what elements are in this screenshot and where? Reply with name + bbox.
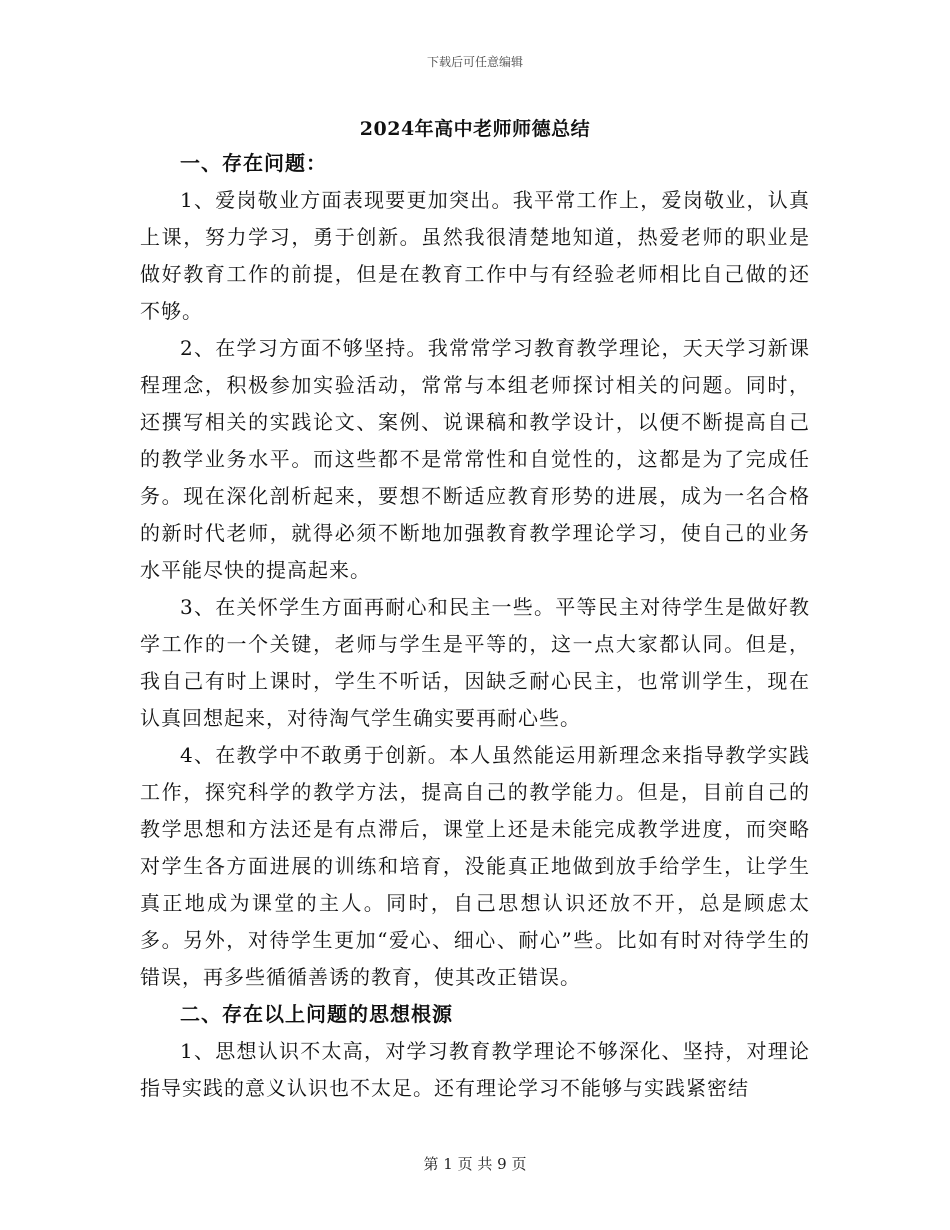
paragraph: 1、思想认识不太高，对学习教育教学理论不够深化、坚持，对理论指导实践的意义认识也不太足。还有理论学习不能够与实践紧密结 [140,1039,810,1100]
header-note: 下载后可任意编辑 [426,55,523,69]
paragraph: 3、在关怀学生方面再耐心和民主一些。平等民主对待学生是做好教学工作的一个关键，老师与学生是平等的，这一点大家都认同。但是，我自己有时上课时，学生不听话，因缺乏耐心民主，也常训学生，现在认真回想起来，对待淘气学生确实要再耐心些。 [140,595,810,730]
paragraph: 1、爱岗敬业方面表现要更加突出。我平常工作上，爱岗敬业，认真上课，努力学习，勇于创新。虽然我很清楚地知道，热爱老师的职业是做好教育工作的前提，但是在教育工作中与有经验老师相比自己做的还不够。 [140,188,810,323]
section-heading: 一、存在问题： [180,151,327,175]
section-heading: 二、存在以上问题的思想根源 [180,1002,453,1026]
paragraph: 4、在教学中不敢勇于创新。本人虽然能运用新理念来指导教学实践工作，探究科学的教学方法，提高自己的教学能力。但是，目前自己的教学思想和方法还是有点滞后，课堂上还是未能完成教学进度，而突略对学生各方面进展的训练和培育，没能真正地做到放手给学生，让学生真正地成为课堂的主人。同时，自己思想认识还放不开，总是顾虑太多。另外，对待学生更加“爱心、细心、耐心”些。比如有时对待学生的错误，再多些循循善诱的教育，使其改正错误。 [140,743,810,989]
document-body [140,145,810,1107]
paragraph: 2、在学习方面不够坚持。我常常学习教育教学理论，天天学习新课程理念，积极参加实验活动，常常与本组老师探讨相关的问题。同时，还撰写相关的实践论文、案例、说课稿和教学设计，以便不断提高自己的教学业务水平。而这些都不是常常性和自觉性的，这都是为了完成任务。现在深化剖析起来，要想不断适应教育形势的进展，成为一名合格的新时代老师，就得必须不断地加强教育教学理论学习，使自己的业务水平能尽快的提高起来。 [140,336,810,582]
document-title: 2024年高中老师师德总结 [359,118,591,140]
page-number: 第 1 页 共 9 页 [423,1155,527,1173]
